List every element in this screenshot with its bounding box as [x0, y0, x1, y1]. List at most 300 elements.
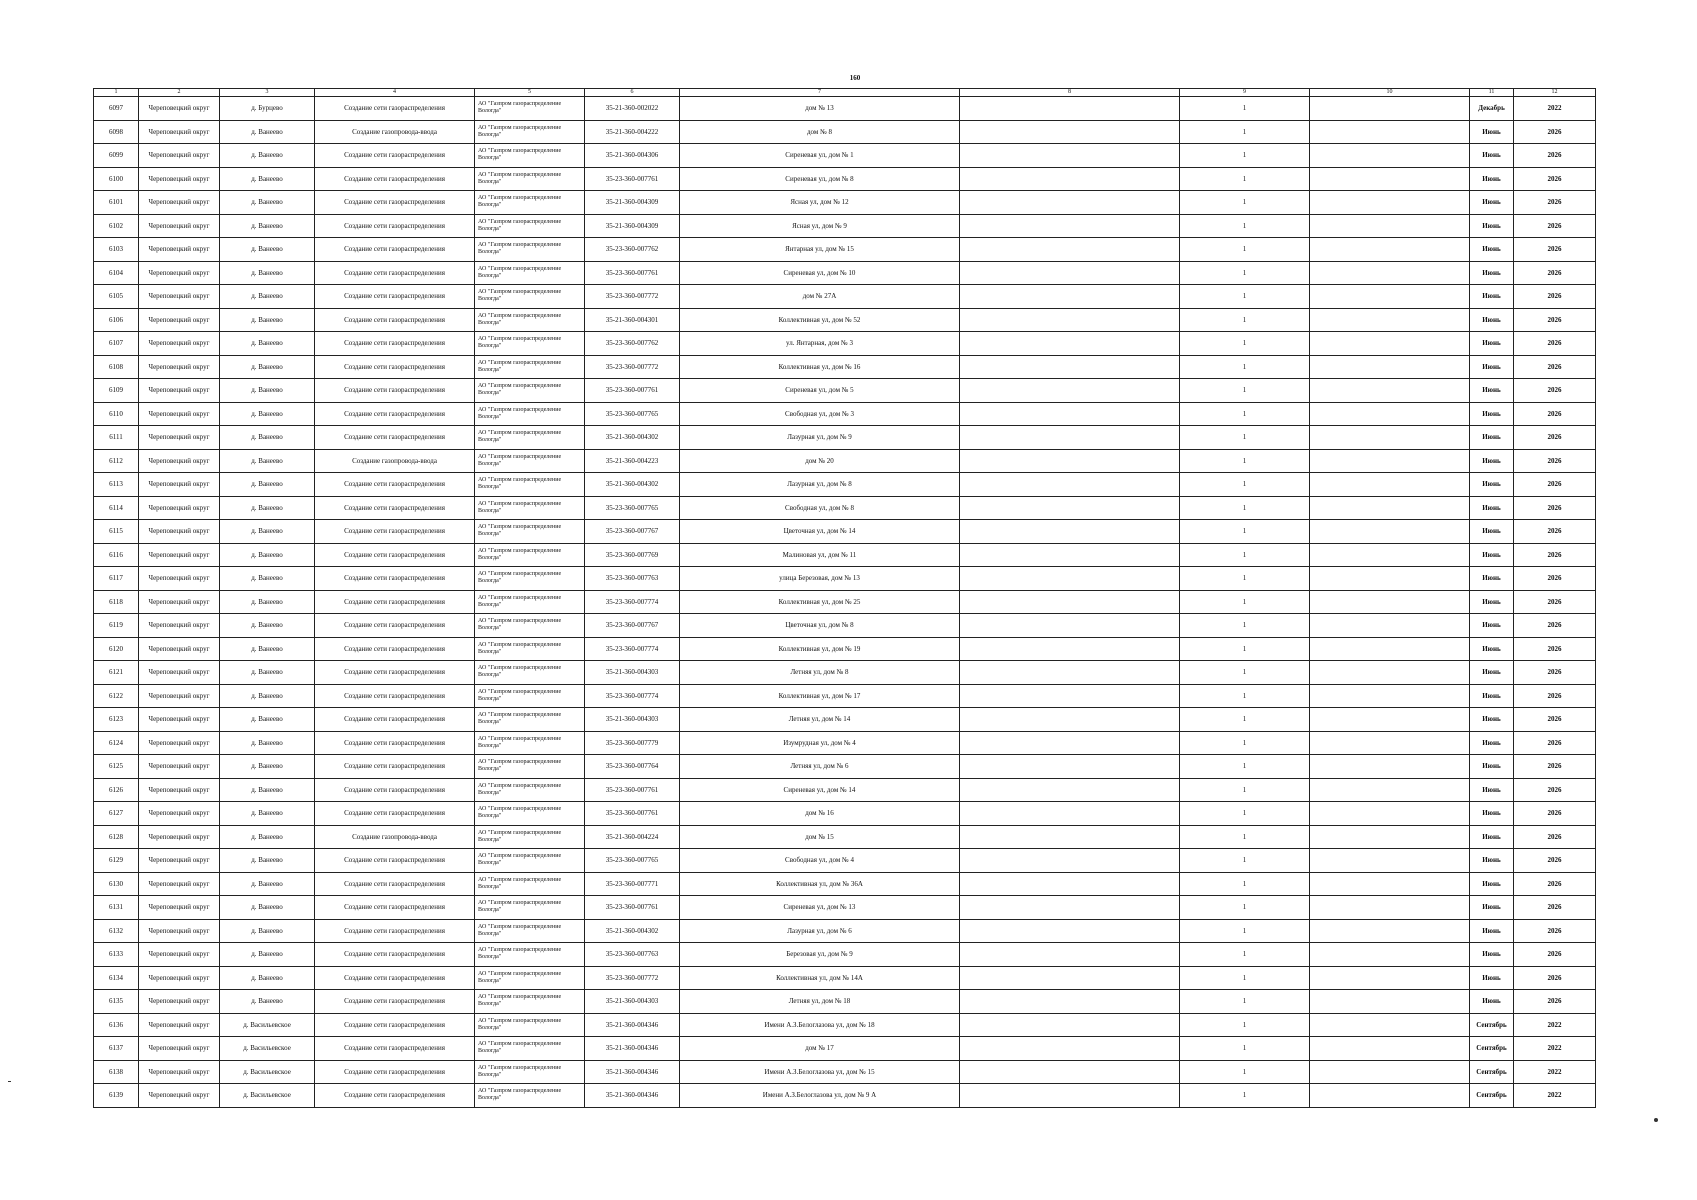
table-cell: Июнь	[1470, 355, 1514, 379]
table-cell: 1	[1180, 355, 1310, 379]
table-cell: 1	[1180, 755, 1310, 779]
table-cell	[1310, 1084, 1470, 1108]
table-cell: улица Березовая, дом № 13	[680, 567, 960, 591]
table-cell	[1310, 238, 1470, 262]
table-cell: Июнь	[1470, 308, 1514, 332]
table-cell: д. Ванеево	[220, 191, 315, 215]
table-cell: Березовая ул, дом № 9	[680, 943, 960, 967]
table-cell: Июнь	[1470, 708, 1514, 732]
table-cell: ул. Янтарная, дом № 3	[680, 332, 960, 356]
table-cell: 35-21-360-004346	[585, 1060, 680, 1084]
table-cell: 35-21-360-004302	[585, 473, 680, 497]
table-cell: д. Ванеево	[220, 308, 315, 332]
table-cell	[1310, 355, 1470, 379]
table-row	[94, 520, 1596, 544]
table-cell: 6118	[94, 590, 139, 614]
table-cell: 2022	[1514, 97, 1596, 121]
table-cell: Июнь	[1470, 332, 1514, 356]
table-cell	[960, 332, 1180, 356]
table-cell: Создание сети газораспределения	[315, 543, 475, 567]
table-cell: АО "Газпром газораспределение Вологда"	[475, 144, 585, 168]
table-cell: 6123	[94, 708, 139, 732]
table-cell: Создание сети газораспределения	[315, 379, 475, 403]
table-cell: Июнь	[1470, 943, 1514, 967]
table-cell: 1	[1180, 919, 1310, 943]
table-cell: 35-23-360-007771	[585, 872, 680, 896]
table-cell: Создание сети газораспределения	[315, 919, 475, 943]
scan-dot	[8, 1081, 11, 1082]
table-row	[94, 778, 1596, 802]
table-cell: Создание сети газораспределения	[315, 590, 475, 614]
table-cell: Создание сети газораспределения	[315, 567, 475, 591]
table-cell: 6105	[94, 285, 139, 309]
table-cell: Июнь	[1470, 825, 1514, 849]
table-cell: 2026	[1514, 379, 1596, 403]
table-cell: 35-21-360-004346	[585, 1037, 680, 1061]
table-cell: АО "Газпром газораспределение Вологда"	[475, 614, 585, 638]
table-cell: Июнь	[1470, 402, 1514, 426]
table-cell: Череповецкий округ	[139, 778, 220, 802]
table-cell: 1	[1180, 473, 1310, 497]
table-cell: д. Ванеево	[220, 708, 315, 732]
table-cell: АО "Газпром газораспределение Вологда"	[475, 590, 585, 614]
column-header: 8	[960, 89, 1180, 97]
table-cell: 35-21-360-004302	[585, 919, 680, 943]
table-cell: АО "Газпром газораспределение Вологда"	[475, 496, 585, 520]
table-cell: 1	[1180, 402, 1310, 426]
table-cell: 6101	[94, 191, 139, 215]
table-cell: Череповецкий округ	[139, 473, 220, 497]
table-cell: 6133	[94, 943, 139, 967]
table-cell: д. Васильевское	[220, 1060, 315, 1084]
table-cell: Коллективная ул, дом № 25	[680, 590, 960, 614]
table-cell: Июнь	[1470, 520, 1514, 544]
table-cell: 2026	[1514, 778, 1596, 802]
table-cell: Имени А.З.Белоглазова ул, дом № 15	[680, 1060, 960, 1084]
table-cell: 35-23-360-007761	[585, 802, 680, 826]
table-cell: 1	[1180, 1084, 1310, 1108]
table-row	[94, 708, 1596, 732]
table-row	[94, 731, 1596, 755]
table-cell: д. Ванеево	[220, 120, 315, 144]
table-cell: Июнь	[1470, 896, 1514, 920]
table-cell: Сиреневая ул, дом № 14	[680, 778, 960, 802]
table-cell: Череповецкий округ	[139, 872, 220, 896]
table-cell	[1310, 849, 1470, 873]
table-cell: Ясная ул, дом № 12	[680, 191, 960, 215]
table-cell: 2026	[1514, 990, 1596, 1014]
table-cell	[960, 1013, 1180, 1037]
table-cell	[960, 449, 1180, 473]
table-cell: 6138	[94, 1060, 139, 1084]
table-cell: 1	[1180, 120, 1310, 144]
table-cell: д. Ванеево	[220, 144, 315, 168]
table-cell: Череповецкий округ	[139, 567, 220, 591]
table-cell: 1	[1180, 637, 1310, 661]
table-cell: д. Ванеево	[220, 449, 315, 473]
table-cell: 2026	[1514, 731, 1596, 755]
table-cell: 6113	[94, 473, 139, 497]
table-cell: 6104	[94, 261, 139, 285]
table-cell: 2026	[1514, 191, 1596, 215]
table-cell: 1	[1180, 825, 1310, 849]
table-cell: д. Ванеево	[220, 849, 315, 873]
table-cell: Создание сети газораспределения	[315, 426, 475, 450]
table-cell	[1310, 520, 1470, 544]
table-cell: 1	[1180, 966, 1310, 990]
table-cell: АО "Газпром газораспределение Вологда"	[475, 755, 585, 779]
table-cell: 6117	[94, 567, 139, 591]
table-cell: дом № 20	[680, 449, 960, 473]
table-cell: Создание сети газораспределения	[315, 144, 475, 168]
table-cell: АО "Газпром газораспределение Вологда"	[475, 661, 585, 685]
table-cell: Лазурная ул, дом № 6	[680, 919, 960, 943]
table-cell: Создание сети газораспределения	[315, 402, 475, 426]
table-cell: Июнь	[1470, 426, 1514, 450]
table-cell: 35-23-360-007761	[585, 379, 680, 403]
column-header: 12	[1514, 89, 1596, 97]
table-cell: 6129	[94, 849, 139, 873]
table-cell	[960, 802, 1180, 826]
table-cell	[1310, 755, 1470, 779]
table-cell	[1310, 1060, 1470, 1084]
table-cell: Создание сети газораспределения	[315, 778, 475, 802]
table-cell: 2022	[1514, 1037, 1596, 1061]
table-cell: 1	[1180, 496, 1310, 520]
table-cell: 35-21-360-004346	[585, 1084, 680, 1108]
table-cell: АО "Газпром газораспределение Вологда"	[475, 684, 585, 708]
table-cell: АО "Газпром газораспределение Вологда"	[475, 1013, 585, 1037]
table-cell: д. Ванеево	[220, 990, 315, 1014]
table-cell	[960, 990, 1180, 1014]
table-cell: д. Ванеево	[220, 167, 315, 191]
table-cell: 6136	[94, 1013, 139, 1037]
table-cell: 35-23-360-007761	[585, 778, 680, 802]
table-cell	[1310, 261, 1470, 285]
table-cell: 2026	[1514, 708, 1596, 732]
table-cell: 35-21-360-004309	[585, 191, 680, 215]
table-cell: Июнь	[1470, 802, 1514, 826]
table-row	[94, 1060, 1596, 1084]
table-cell: Создание сети газораспределения	[315, 849, 475, 873]
table-cell	[1310, 661, 1470, 685]
table-cell: АО "Газпром газораспределение Вологда"	[475, 97, 585, 121]
table-cell: 35-23-360-007761	[585, 261, 680, 285]
table-cell: Череповецкий округ	[139, 966, 220, 990]
table-row	[94, 661, 1596, 685]
table-cell: Создание сети газораспределения	[315, 755, 475, 779]
table-cell: 6128	[94, 825, 139, 849]
table-cell: АО "Газпром газораспределение Вологда"	[475, 637, 585, 661]
table-cell: д. Ванеево	[220, 731, 315, 755]
table-cell: 6107	[94, 332, 139, 356]
table-cell: АО "Газпром газораспределение Вологда"	[475, 919, 585, 943]
table-row	[94, 1084, 1596, 1108]
table-cell: д. Ванеево	[220, 802, 315, 826]
table-cell: Июнь	[1470, 261, 1514, 285]
table-cell: Летняя ул, дом № 18	[680, 990, 960, 1014]
table-cell: 35-23-360-007772	[585, 285, 680, 309]
table-cell: Коллективная ул, дом № 17	[680, 684, 960, 708]
table-cell: Имени А.З.Белоглазова ул, дом № 18	[680, 1013, 960, 1037]
column-header: 3	[220, 89, 315, 97]
table-cell: 35-23-360-007761	[585, 896, 680, 920]
table-cell: АО "Газпром газораспределение Вологда"	[475, 543, 585, 567]
table-cell: д. Ванеево	[220, 943, 315, 967]
table-cell: АО "Газпром газораспределение Вологда"	[475, 379, 585, 403]
table-cell: АО "Газпром газораспределение Вологда"	[475, 943, 585, 967]
table-cell	[960, 520, 1180, 544]
table-cell: 2026	[1514, 543, 1596, 567]
table-cell: 6130	[94, 872, 139, 896]
table-cell: 2022	[1514, 1013, 1596, 1037]
table-cell: Июнь	[1470, 661, 1514, 685]
table-cell: 2026	[1514, 261, 1596, 285]
table-cell	[1310, 308, 1470, 332]
table-cell	[1310, 1013, 1470, 1037]
table-cell: 6139	[94, 1084, 139, 1108]
table-cell: Июнь	[1470, 684, 1514, 708]
table-cell: Череповецкий округ	[139, 731, 220, 755]
table-cell: Череповецкий округ	[139, 520, 220, 544]
table-cell: Череповецкий округ	[139, 614, 220, 638]
table-cell: 1	[1180, 896, 1310, 920]
table-cell: д. Васильевское	[220, 1013, 315, 1037]
table-cell: 35-23-360-007765	[585, 849, 680, 873]
table-cell: д. Васильевское	[220, 1037, 315, 1061]
table-cell	[960, 614, 1180, 638]
table-row	[94, 755, 1596, 779]
table-cell: 2026	[1514, 966, 1596, 990]
table-cell: Создание сети газораспределения	[315, 661, 475, 685]
table-cell: Череповецкий округ	[139, 637, 220, 661]
table-cell: 35-23-360-007765	[585, 402, 680, 426]
table-cell	[960, 473, 1180, 497]
table-cell: 35-21-360-004303	[585, 661, 680, 685]
table-cell: Сентябрь	[1470, 1013, 1514, 1037]
table-cell: д. Ванеево	[220, 637, 315, 661]
table-cell: Июнь	[1470, 473, 1514, 497]
data-table	[93, 88, 1596, 1108]
table-cell: Июнь	[1470, 778, 1514, 802]
table-cell: Июнь	[1470, 590, 1514, 614]
table-cell: 1	[1180, 144, 1310, 168]
table-cell: АО "Газпром газораспределение Вологда"	[475, 872, 585, 896]
table-row	[94, 1013, 1596, 1037]
column-header: 2	[139, 89, 220, 97]
table-cell: Цветочная ул, дом № 8	[680, 614, 960, 638]
table-cell: 2026	[1514, 684, 1596, 708]
table-cell: Создание сети газораспределения	[315, 1060, 475, 1084]
table-cell: д. Ванеево	[220, 473, 315, 497]
table-cell: АО "Газпром газораспределение Вологда"	[475, 120, 585, 144]
table-row	[94, 543, 1596, 567]
table-cell: д. Ванеево	[220, 520, 315, 544]
table-cell: 6106	[94, 308, 139, 332]
table-cell: 6131	[94, 896, 139, 920]
table-cell: Череповецкий округ	[139, 449, 220, 473]
table-cell: Создание сети газораспределения	[315, 238, 475, 262]
table-cell	[960, 97, 1180, 121]
table-cell: Создание сети газораспределения	[315, 520, 475, 544]
table-cell	[1310, 449, 1470, 473]
table-cell: 35-21-360-004223	[585, 449, 680, 473]
table-cell: 6125	[94, 755, 139, 779]
table-cell: 1	[1180, 614, 1310, 638]
table-cell: АО "Газпром газораспределение Вологда"	[475, 1084, 585, 1108]
table-cell: Создание сети газораспределения	[315, 708, 475, 732]
table-cell: Лазурная ул, дом № 8	[680, 473, 960, 497]
table-cell: 1	[1180, 990, 1310, 1014]
table-row	[94, 849, 1596, 873]
table-cell: Создание сети газораспределения	[315, 1013, 475, 1037]
table-cell	[960, 943, 1180, 967]
table-cell	[1310, 802, 1470, 826]
table-row	[94, 496, 1596, 520]
table-cell	[1310, 543, 1470, 567]
table-cell: 1	[1180, 802, 1310, 826]
table-row	[94, 614, 1596, 638]
table-cell	[960, 1037, 1180, 1061]
table-cell: АО "Газпром газораспределение Вологда"	[475, 449, 585, 473]
column-header: 1	[94, 89, 139, 97]
table-cell: Череповецкий округ	[139, 943, 220, 967]
table-cell: АО "Газпром газораспределение Вологда"	[475, 285, 585, 309]
table-cell: Сиреневая ул, дом № 8	[680, 167, 960, 191]
table-cell	[1310, 426, 1470, 450]
table-row	[94, 684, 1596, 708]
column-header: 4	[315, 89, 475, 97]
table-cell: Июнь	[1470, 167, 1514, 191]
table-cell: Июнь	[1470, 191, 1514, 215]
table-cell: Череповецкий округ	[139, 849, 220, 873]
table-cell: 6100	[94, 167, 139, 191]
table-cell: дом № 15	[680, 825, 960, 849]
table-cell: АО "Газпром газораспределение Вологда"	[475, 191, 585, 215]
table-cell	[1310, 731, 1470, 755]
table-cell: Создание сети газораспределения	[315, 966, 475, 990]
table-cell: Создание газопровода-ввода	[315, 449, 475, 473]
table-cell: Череповецкий округ	[139, 402, 220, 426]
table-cell	[960, 849, 1180, 873]
table-cell: АО "Газпром газораспределение Вологда"	[475, 1060, 585, 1084]
table-cell: Череповецкий округ	[139, 191, 220, 215]
table-cell: д. Ванеево	[220, 966, 315, 990]
table-cell: Сиреневая ул, дом № 10	[680, 261, 960, 285]
table-cell: Июнь	[1470, 919, 1514, 943]
table-cell: 35-23-360-007769	[585, 543, 680, 567]
table-cell: Череповецкий округ	[139, 684, 220, 708]
table-cell: Июнь	[1470, 379, 1514, 403]
table-cell: д. Бурцево	[220, 97, 315, 121]
table-cell	[1310, 943, 1470, 967]
table-cell	[960, 261, 1180, 285]
table-cell	[1310, 144, 1470, 168]
table-cell: АО "Газпром газораспределение Вологда"	[475, 731, 585, 755]
table-cell: 2026	[1514, 120, 1596, 144]
table-cell: Череповецкий округ	[139, 97, 220, 121]
table-cell: 2026	[1514, 426, 1596, 450]
table-cell	[960, 637, 1180, 661]
table-row	[94, 379, 1596, 403]
table-cell: д. Ванеево	[220, 872, 315, 896]
table-cell	[1310, 825, 1470, 849]
table-cell: 35-23-360-007772	[585, 355, 680, 379]
table-cell	[1310, 214, 1470, 238]
table-cell: Череповецкий округ	[139, 379, 220, 403]
table-cell: 1	[1180, 520, 1310, 544]
table-row	[94, 402, 1596, 426]
table-cell: АО "Газпром газораспределение Вологда"	[475, 896, 585, 920]
table-cell: Череповецкий округ	[139, 214, 220, 238]
table-cell: 1	[1180, 1013, 1310, 1037]
table-cell	[1310, 167, 1470, 191]
table-cell: Лазурная ул, дом № 9	[680, 426, 960, 450]
table-cell	[1310, 637, 1470, 661]
table-cell: 6121	[94, 661, 139, 685]
table-cell: Создание газопровода-ввода	[315, 120, 475, 144]
table-cell: 2022	[1514, 1060, 1596, 1084]
table-cell: д. Ванеево	[220, 496, 315, 520]
table-cell: 35-23-360-007767	[585, 520, 680, 544]
table-cell: 35-23-360-007774	[585, 637, 680, 661]
table-cell: д. Васильевское	[220, 1084, 315, 1108]
table-cell: 6124	[94, 731, 139, 755]
table-cell	[960, 896, 1180, 920]
table-cell: 35-23-360-007774	[585, 684, 680, 708]
table-cell	[1310, 402, 1470, 426]
table-cell: 1	[1180, 872, 1310, 896]
table-cell: 1	[1180, 379, 1310, 403]
table-cell: Череповецкий округ	[139, 144, 220, 168]
table-row	[94, 1037, 1596, 1061]
table-cell: Июнь	[1470, 966, 1514, 990]
table-cell: д. Ванеево	[220, 825, 315, 849]
table-cell: Июнь	[1470, 849, 1514, 873]
table-cell: 2026	[1514, 473, 1596, 497]
table-cell: 2026	[1514, 332, 1596, 356]
table-cell	[960, 590, 1180, 614]
table-cell: Июнь	[1470, 120, 1514, 144]
table-cell: Череповецкий округ	[139, 919, 220, 943]
table-cell: 6112	[94, 449, 139, 473]
table-cell: Создание сети газораспределения	[315, 332, 475, 356]
table-cell: 1	[1180, 332, 1310, 356]
table-cell: 1	[1180, 285, 1310, 309]
column-header: 6	[585, 89, 680, 97]
table-cell: д. Ванеево	[220, 661, 315, 685]
table-cell: 2026	[1514, 755, 1596, 779]
table-cell: Июнь	[1470, 755, 1514, 779]
table-cell: АО "Газпром газораспределение Вологда"	[475, 520, 585, 544]
table-cell: 35-23-360-007763	[585, 943, 680, 967]
table-cell: д. Ванеево	[220, 379, 315, 403]
table-cell: 1	[1180, 97, 1310, 121]
table-cell: 1	[1180, 731, 1310, 755]
table-cell	[960, 778, 1180, 802]
table-cell	[960, 825, 1180, 849]
table-cell: Цветочная ул, дом № 14	[680, 520, 960, 544]
table-cell: 2026	[1514, 449, 1596, 473]
table-cell: Череповецкий округ	[139, 426, 220, 450]
table-cell: 2026	[1514, 919, 1596, 943]
table-cell: 35-21-360-004309	[585, 214, 680, 238]
table-cell: Создание сети газораспределения	[315, 355, 475, 379]
table-cell: 6132	[94, 919, 139, 943]
table-cell: Декабрь	[1470, 97, 1514, 121]
table-cell: 2026	[1514, 308, 1596, 332]
table-cell: Сентябрь	[1470, 1060, 1514, 1084]
